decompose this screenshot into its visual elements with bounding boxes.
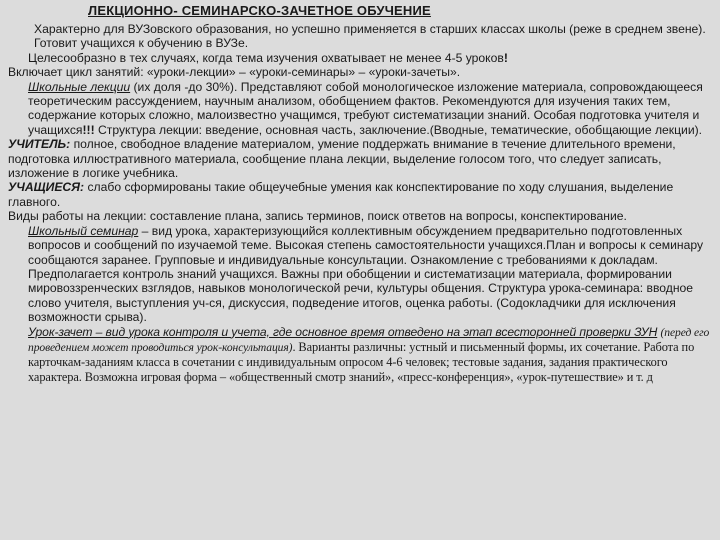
lecture-term: Школьные лекции (28, 79, 131, 94)
seminar-paragraph (8, 224, 710, 325)
expedient-paragraph (8, 51, 710, 65)
work-types-paragraph: Виды работы на лекции: составление плана, запись терминов, поиск ответов на вопросы, конспектирование. (8, 209, 627, 224)
title-text: ЛЕКЦИОННО- СЕМИНАРСКО-ЗАЧЕТНОЕ ОБУЧЕНИЕ (88, 3, 431, 18)
lecture-paragraph (8, 80, 710, 138)
credit-paragraph (8, 325, 710, 385)
credit-text: . Варианты различны: устный и письменный формы, их сочетание. Работа по карточкам-заданиям класса в сочетании с индивидуальным опросом 4-6 человек; тестовые задания, задания практического характера. Возможна игровая форма – «общественный смотр знаний», «пресс-конференция», «урок-путешествие» и т. д (28, 339, 695, 384)
teacher-paragraph (8, 137, 710, 180)
lecture-emphasis-mark: !!! (82, 122, 95, 137)
cycle-paragraph: Включает цикл занятий: «уроки-лекции» – «уроки-семинары» – «уроки-зачеты». (8, 65, 461, 80)
students-paragraph (8, 180, 710, 209)
teacher-label: УЧИТЕЛЬ: (8, 137, 71, 152)
seminar-term: Школьный семинар (28, 223, 139, 238)
lecture-text-2: Структура лекции: введение, основная часть, заключение.(Вводные, тематические, обобщающие лекции). (94, 122, 703, 137)
expedient-mark: ! (503, 50, 508, 65)
credit-term: Урок-зачет – вид урока контроля и учета, где основное время отведено на этап всесторонней проверки ЗУН (28, 324, 658, 339)
credit-note: (перед его проведением может проводиться урок-консультация) (28, 325, 710, 354)
intro-paragraph: Характерно для ВУЗовского образования, но успешно применяется в старших классах школы (реже в среднем звене). Готовит учащихся к обучению в ВУЗе. (34, 22, 706, 51)
teacher-text: полное, свободное владение материалом, умение поддержать внимание в течение длительного времени, подготовка иллюстративного материала, сообщение плана лекции, выделение голосом того, что следует записать, изложение в логике учебника. (8, 137, 676, 181)
expedient-text: Целесообразно в тех случаях, когда тема изучения охватывает не менее 4-5 уроков (28, 50, 504, 65)
document-title (8, 0, 710, 22)
seminar-text: – вид урока, характеризующийся коллективным обсуждением предварительно подготовленных вопросов и сообщений по изучаемой теме. Высокая степень самостоятельности учащихся.План и вопросы к семинару сообщаются заранее. Групповые и индивидуальные консультации. Ознакомление с требованиями к докладам. Предполагается контроль знаний учащихся. Важны при обобщении и систематизации материала, формировании мировоззренческих взглядов, навыков монологической речи, культуры общения. Структура урока-семинара: вводное слово учителя, выступления уч-ся, дискуссия, подведение итогов, оценка работы. (Содокладчики для исключения возможности срыва). (28, 223, 704, 325)
lecture-text-1: (их доля -до 30%). Представляют собой монологическое изложение материала, сопровождающееся теоретическим рассуждением, научным анализом, обобщением фактов. Рекомендуются для изучения таких тем, содержание которых сложно, малоизвестно учащимся, требуют систематизации знаний. Особая подготовка учителя и учащихся (28, 79, 703, 137)
students-text: слабо сформированы такие общеучебные умения как конспектирование по ходу слушания, выделение главного. (8, 180, 674, 209)
students-label: УЧАЩИЕСЯ: (8, 180, 85, 195)
